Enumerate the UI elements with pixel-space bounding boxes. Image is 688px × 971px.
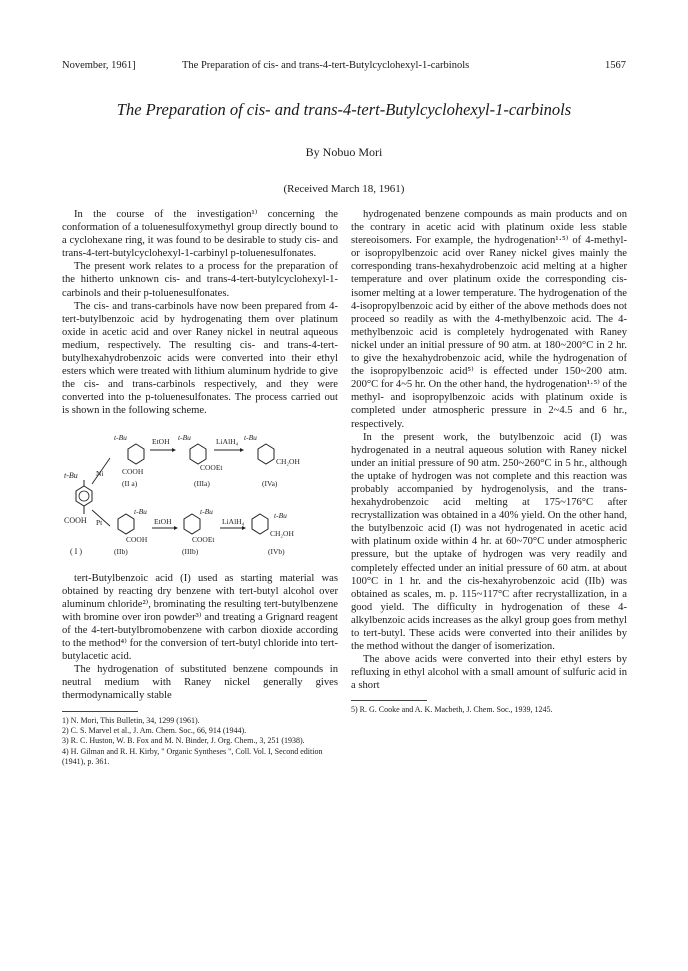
footnote: 2) C. S. Marvel et al., J. Am. Chem. Soc., 66, 914 (1944).: [62, 725, 247, 735]
footnote: 3) R. C. Huston, W. B. Fox and M. N. Binder, J. Org. Chem., 3, 251 (1938).: [62, 736, 305, 746]
cyclohexane-ring-IVb: [252, 514, 268, 534]
header-running-title: The Preparation of cis- and trans-4-tert-Butylcyclohexyl-1-carbinols: [182, 60, 470, 71]
paragraph: hydrogenated benzene compounds as main products and on the contrary in acetic acid with platinum oxide less stable stereoisomers. For example, the hydrogenation¹·⁵⁾ of 4-methyl- or isopropylbenzoic acid over Raney nickel gives mainly the corresponding trans-hexahydrobenzoic acid melting at a higher temperature and over platinum oxide the corresponding cis-isomer melting at a lower temperature. The hydrogenation of the 4-isopropylbenzoic acid by either of the above methods does not proceed so readily as with the 4-methylbenzoic acid. The 4-methylbenzoic acid is completely hydrogenated with Raney nickel under an initial pressure of 90 atm. at 180~200°C in 2 hr. to give the hexahydrobenzoic acid, while the hydrogenation of the isopropylbenzoic acid⁵⁾ is effected under 150~200 atm. 200°C for 4~5 hr. On the other hand, the hydrogenation¹·⁵⁾ of the methyl- and isopropylbenzoic acids with platinum oxide is completed under atmospheric pressure in 2~4.5 and 6 hr., respectively.: [351, 209, 627, 430]
tbu-label-I: t-Bu: [64, 470, 78, 480]
right-column: [351, 208, 627, 716]
cooet-label-IIIb: COOEt: [192, 534, 215, 544]
footnote: 4) H. Gilman and R. H. Kirby, " Organic Syntheses ", Coll. Vol. I, Second edition (1941), p. 361.: [62, 746, 323, 767]
compound-label-I: ( I ): [70, 546, 82, 556]
paragraph: In the course of the investigation¹⁾ concerning the conformation of a toluenesulfoxymethyl group directly bound to a cyclohexane ring, it was found to be desirable to study cis- and trans-4-tert-butylcyclohexyl-1-carbinyl p-toluenesulfonates.: [62, 209, 338, 260]
cyclohexane-ring-IIa: [128, 444, 144, 464]
paragraph: The above acids were converted into their ethyl esters by refluxing in ethyl alcohol with a small amount of sulfuric acid in a short: [351, 654, 627, 692]
cooh-label-IIb: COOH: [126, 534, 148, 544]
cooet-label-IIIa: COOEt: [200, 462, 223, 472]
footnotes-right: [351, 705, 627, 715]
cooh-label-I: COOH: [64, 515, 87, 525]
tbu-label-IVa: t-Bu: [244, 432, 257, 442]
cyclohexane-ring-IIIa: [190, 444, 206, 464]
reaction-scheme: [62, 430, 338, 558]
tbu-label-IIIb: t-Bu: [200, 506, 213, 516]
paragraph: tert-Butylbenzoic acid (I) used as starting material was obtained by reacting dry benzene with tert-butyl alcohol over aluminum chloride²⁾, brominating the resulting tert-butylbenzene with bromine over iron powder³⁾ and treating a Grignard reagent of the 4-tert-butylbromobenzene with carbon dioxide according to the method⁴⁾ for the conversion of tert-butyl chloride into tert-butylacetic acid.: [62, 572, 338, 663]
received-date: (Received March 18, 1961): [283, 183, 405, 195]
footnote-divider: [351, 700, 427, 701]
paragraph: In the present work, the butylbenzoic acid (I) was hydrogenated in a neutral aqueous solution with Raney nickel under an initial pressure of 90 atm. 250~260°C in 5 hr., although the uptake of hydrogen was not complete and this reaction was probably accompanied by hydrogenolysis, and the trans-hexahydrobenzoic acid melting at 175~176°C after recrystallization was obtained in a 40% yield. On the other hand, the butylbenzoic acid (I) was not hydrogenated in acetic acid with platinum oxide within 4 hr. at 60~70°C under atmospheric pressure, but the uptake of hydrogen was very readily and completely effected under an initial pressure of 60 atm. at about 100°C in 1 hr. and the cis-hexahyrobenzoic acid (IIb) was obtained as scales, m. p. 115~117°C after recrystallization, in a good yield. The difficulty in hydrogenation of these 4-alkylbenzoic acids increases as the alkyl group goes from methyl to tert-butyl. These acids were converted into their anilides by the method without the danger of isomerization.: [351, 431, 627, 653]
footnote: 1) N. Mori, This Bulletin, 34, 1299 (1961).: [62, 715, 200, 725]
tbu-label-IIb: t-Bu: [134, 506, 147, 516]
article-author: By Nobuo Mori: [305, 145, 383, 159]
compound-label-IIa: (II a): [122, 478, 138, 488]
compound-label-IVb: (IVb): [268, 546, 285, 556]
tbu-label-IIIa: t-Bu: [178, 432, 191, 442]
lialh4-label-b: LiAlH₄: [222, 516, 245, 526]
benzene-ring-I: [76, 486, 92, 506]
lialh4-label-a: LiAlH₄: [216, 436, 239, 446]
cyclohexane-ring-IVa: [258, 444, 274, 464]
compound-label-IIIa: (IIIa): [194, 478, 210, 488]
header-date: November, 1961]: [62, 60, 136, 71]
etoh-label-a: EtOH: [152, 436, 170, 446]
compound-label-IIb: (IIb): [114, 546, 128, 556]
aromatic-circle: [79, 491, 89, 501]
ni-label: Ni: [96, 468, 104, 478]
paragraph: The hydrogenation of substituted benzene compounds in neutral medium with Raney nickel generally gives thermodynamically stable: [62, 664, 338, 702]
left-column: [62, 208, 338, 768]
article-title: The Preparation of cis- and trans-4-tert-Butylcyclohexyl-1-carbinols: [116, 100, 572, 119]
cyclohexane-ring-IIIb: [184, 514, 200, 534]
compound-label-IIIb: (IIIb): [182, 546, 199, 556]
tbu-label-IVb: t-Bu: [274, 510, 287, 520]
header-page-number: 1567: [605, 60, 626, 71]
etoh-label-b: EtOH: [154, 516, 172, 526]
cyclohexane-ring-IIb: [118, 514, 134, 534]
compound-label-IVa: (IVa): [262, 478, 278, 488]
ch2oh-label-IVb: CH₂OH: [270, 528, 294, 538]
footnote: 5) R. G. Cooke and A. K. Macbeth, J. Chem. Soc., 1939, 1245.: [351, 705, 553, 715]
ch2oh-label-IVa: CH₂OH: [276, 456, 300, 466]
footnotes-left: [62, 716, 338, 768]
cooh-label-IIa: COOH: [122, 466, 144, 476]
paragraph: The cis- and trans-carbinols have now been prepared from 4-tert-butylbenzoic acid by hydrogenating them over platinum oxide in acetic acid and over Raney nickel in neutral aqueous medium, respectively. The resulting cis- and trans-4-tert-butylhexahydrobenzoic acids were converted into their ethyl esters which were treated with lithium aluminum hydride to give the cis- and trans-carbinols respectively, and they were converted into the p-toluenesulfonates. The process carried out is shown in the following scheme.: [62, 300, 338, 417]
footnote-divider: [62, 711, 138, 712]
pt-label: Pt: [96, 517, 103, 527]
paragraph: The present work relates to a process for the preparation of the hitherto unknown cis- and trans-4-tert-butylcyclohexyl-1-carbinols and their p-toluenesulfonates.: [62, 261, 338, 299]
tbu-label-IIa: t-Bu: [114, 432, 127, 442]
